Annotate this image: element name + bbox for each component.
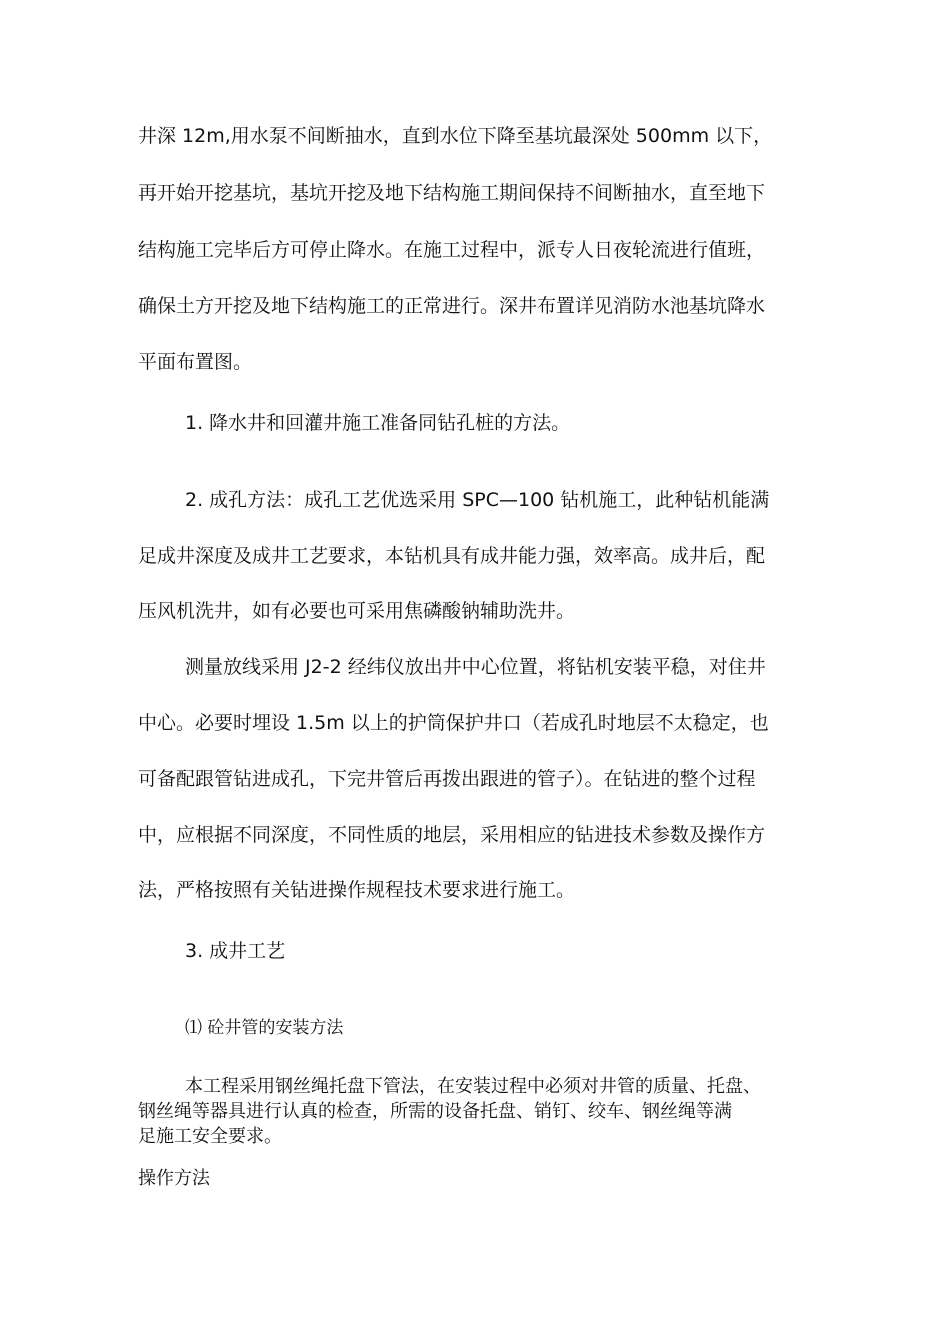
paragraph2-line-1: 测量放线采用 J2-2 经纬仪放出井中心位置，将钻机安装平稳，对住井 xyxy=(185,656,766,678)
subheading-1: ⑴ 砼井管的安装方法 xyxy=(185,1018,344,1038)
paragraph1-line-3: 结构施工完毕后方可停止降水。在施工过程中，派专人日夜轮流进行值班， xyxy=(138,239,766,261)
paragraph1-line-2: 再开始开挖基坑，基坑开挖及地下结构施工期间保持不间断抽水，直至地下 xyxy=(138,182,766,204)
paragraph3-line-3: 足施工安全要求。 xyxy=(138,1126,282,1147)
paragraph2-line-4: 中，应根据不同深度，不同性质的地层，采用相应的钻进技术参数及操作方 xyxy=(138,824,766,846)
item2-line-3: 压风机洗井，如有必要也可采用焦磷酸钠辅助洗井。 xyxy=(138,600,576,622)
paragraph3-line-2: 钢丝绳等器具进行认真的检查，所需的设备托盘、销钉、绞车、钢丝绳等满 xyxy=(138,1101,732,1122)
operation-heading: 操作方法 xyxy=(138,1168,210,1189)
paragraph2-line-5: 法，严格按照有关钻进操作规程技术要求进行施工。 xyxy=(138,879,576,901)
paragraph3-line-1: 本工程采用钢丝绳托盘下管法，在安装过程中必须对井管的质量、托盘、 xyxy=(185,1076,761,1097)
item-3: 3. 成井工艺 xyxy=(185,940,286,962)
item-1: 1. 降水井和回灌井施工准备同钻孔桩的方法。 xyxy=(185,412,571,434)
paragraph3 xyxy=(138,1074,838,1149)
paragraph1-line-1: 井深 12m,用水泵不间断抽水，直到水位下降至基坑最深处 500mm 以下， xyxy=(138,125,773,147)
item2-line-2: 足成井深度及成井工艺要求，本钻机具有成井能力强，效率高。成井后，配 xyxy=(138,545,766,567)
paragraph2-line-2: 中心。必要时埋设 1.5m 以上的护筒保护井口（若成孔时地层不太稳定，也 xyxy=(138,712,769,734)
paragraph1-line-4: 确保土方开挖及地下结构施工的正常进行。深井布置详见消防水池基坑降水 xyxy=(138,295,766,317)
paragraph2-line-3: 可备配跟管钻进成孔，下完井管后再拨出跟进的管子）。在钻进的整个过程 xyxy=(138,768,756,790)
item2-line-1: 2. 成孔方法：成孔工艺优选采用 SPC—100 钻机施工，此种钻机能满 xyxy=(185,489,770,511)
paragraph1-line-5: 平面布置图。 xyxy=(138,351,253,373)
